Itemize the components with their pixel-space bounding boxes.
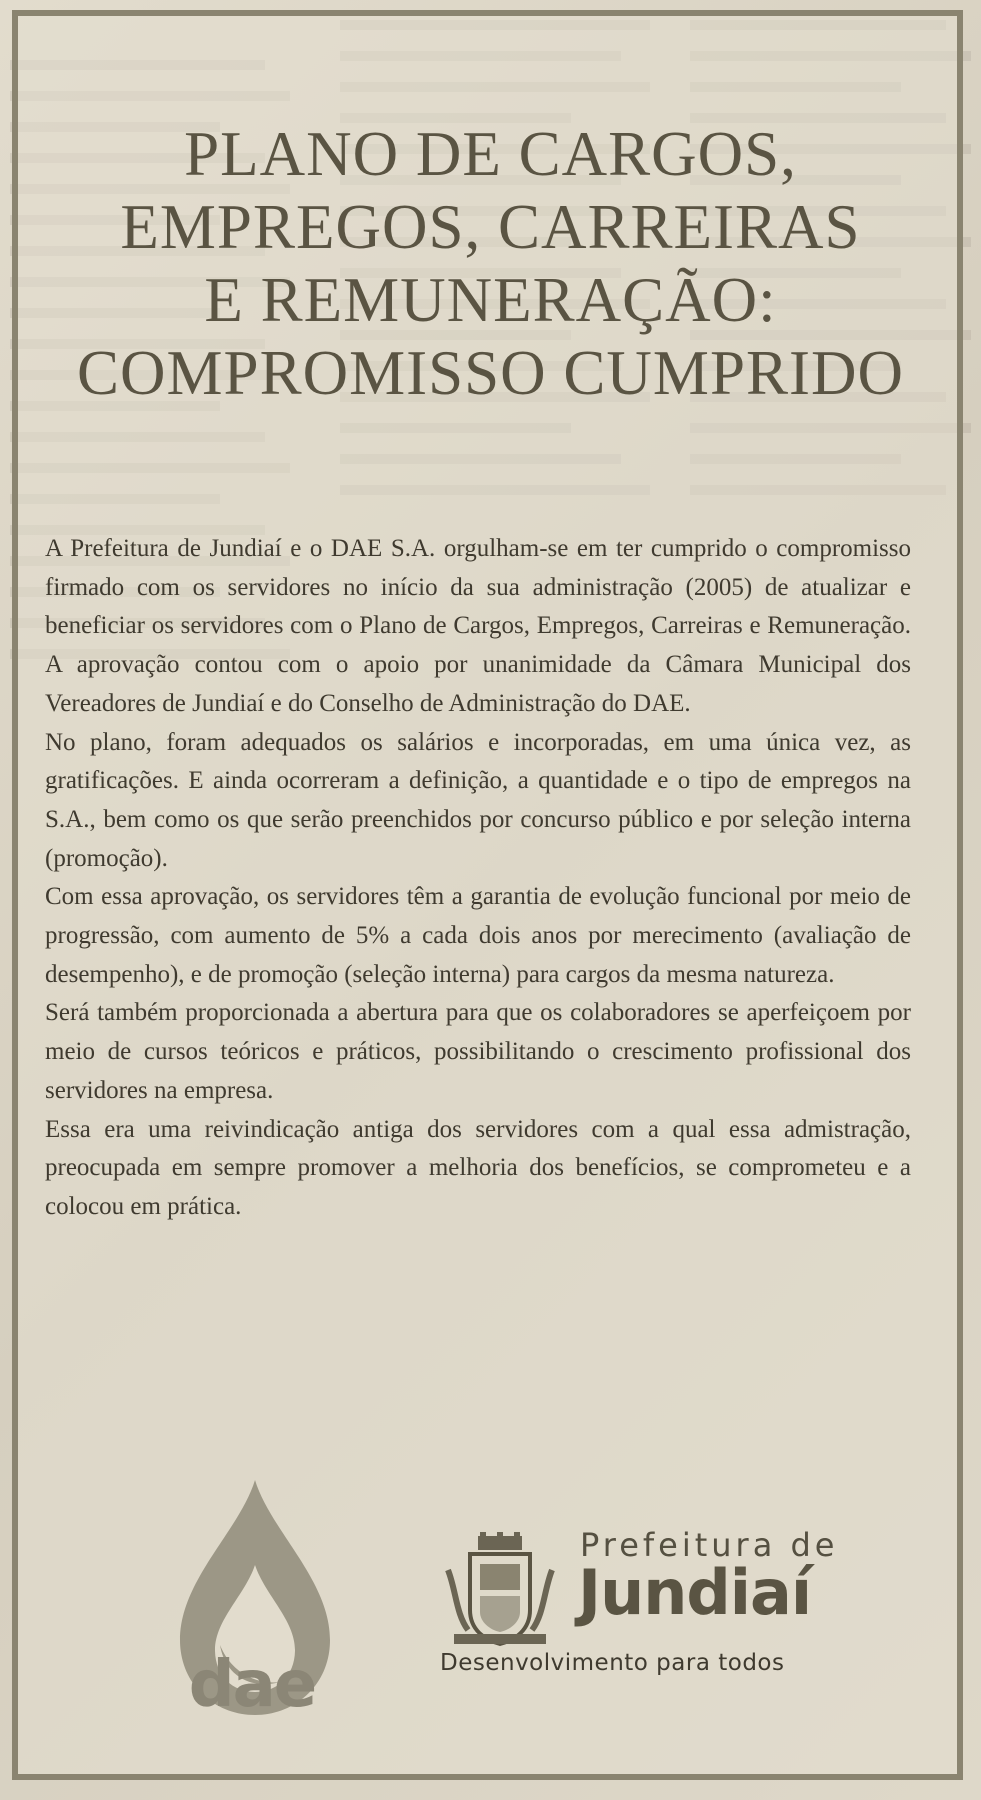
headline-line-3: E REMUNERAÇÃO:: [204, 265, 777, 335]
paragraph-3: Com essa aprovação, os servidores têm a garantia de evolução funcional por meio de progressão, com aumento de 5% a cada dois anos por merecimento (avaliação de desempenho), e de promoção (seleção interna) para cargos da mesma natureza.: [45, 883, 911, 988]
coat-of-arms-icon: [440, 1530, 560, 1650]
paragraph-5: Essa era uma reivindicação antiga dos servidores com a qual essa admistração, preocupada em sempre promover a melhoria dos benefícios, se comprometeu e a colocou em prática.: [45, 1115, 911, 1220]
paragraph-4: Será também proporcionada a abertura para que os colaboradores se aperfeiçoem por meio de cursos teóricos e práticos, possibilitando o crescimento profissional dos servidores na empresa.: [45, 999, 911, 1104]
paragraph-2: No plano, foram adequados os salários e incorporadas, em uma única vez, as gratificações. E ainda ocorreram a definição, a quantidade e o tipo de empregos na S.A., bem como os que serão preenchidos por concurso público e por seleção interna (promoção).: [45, 728, 911, 872]
paragraph-1: A Prefeitura de Jundiaí e o DAE S.A. orgulham-se em ter cumprido o compromisso firmado com os servidores no início da sua administração (2005) de atualizar e beneficiar os servidores com o Plano de Cargos, Empregos, Carreiras e Remuneração. A aprovação contou com o apoio por unanimidade da Câmara Municipal dos Vereadores de Jundiaí e do Conselho de Administração do DAE.: [45, 535, 911, 717]
dae-logo-text: dae: [188, 1648, 316, 1722]
headline-line-2: EMPREGOS, CARREIRAS: [120, 192, 861, 262]
headline-line-4: COMPROMISSO CUMPRIDO: [77, 338, 904, 408]
headline-line-1: PLANO DE CARGOS,: [184, 119, 797, 189]
prefeitura-slogan: Desenvolvimento para todos: [440, 1650, 785, 1676]
prefeitura-city-name: Jundiaí: [578, 1556, 812, 1629]
prefeitura-label: Prefeitura de: [580, 1526, 839, 1564]
article-body: [45, 530, 911, 1227]
headline: [0, 118, 981, 410]
